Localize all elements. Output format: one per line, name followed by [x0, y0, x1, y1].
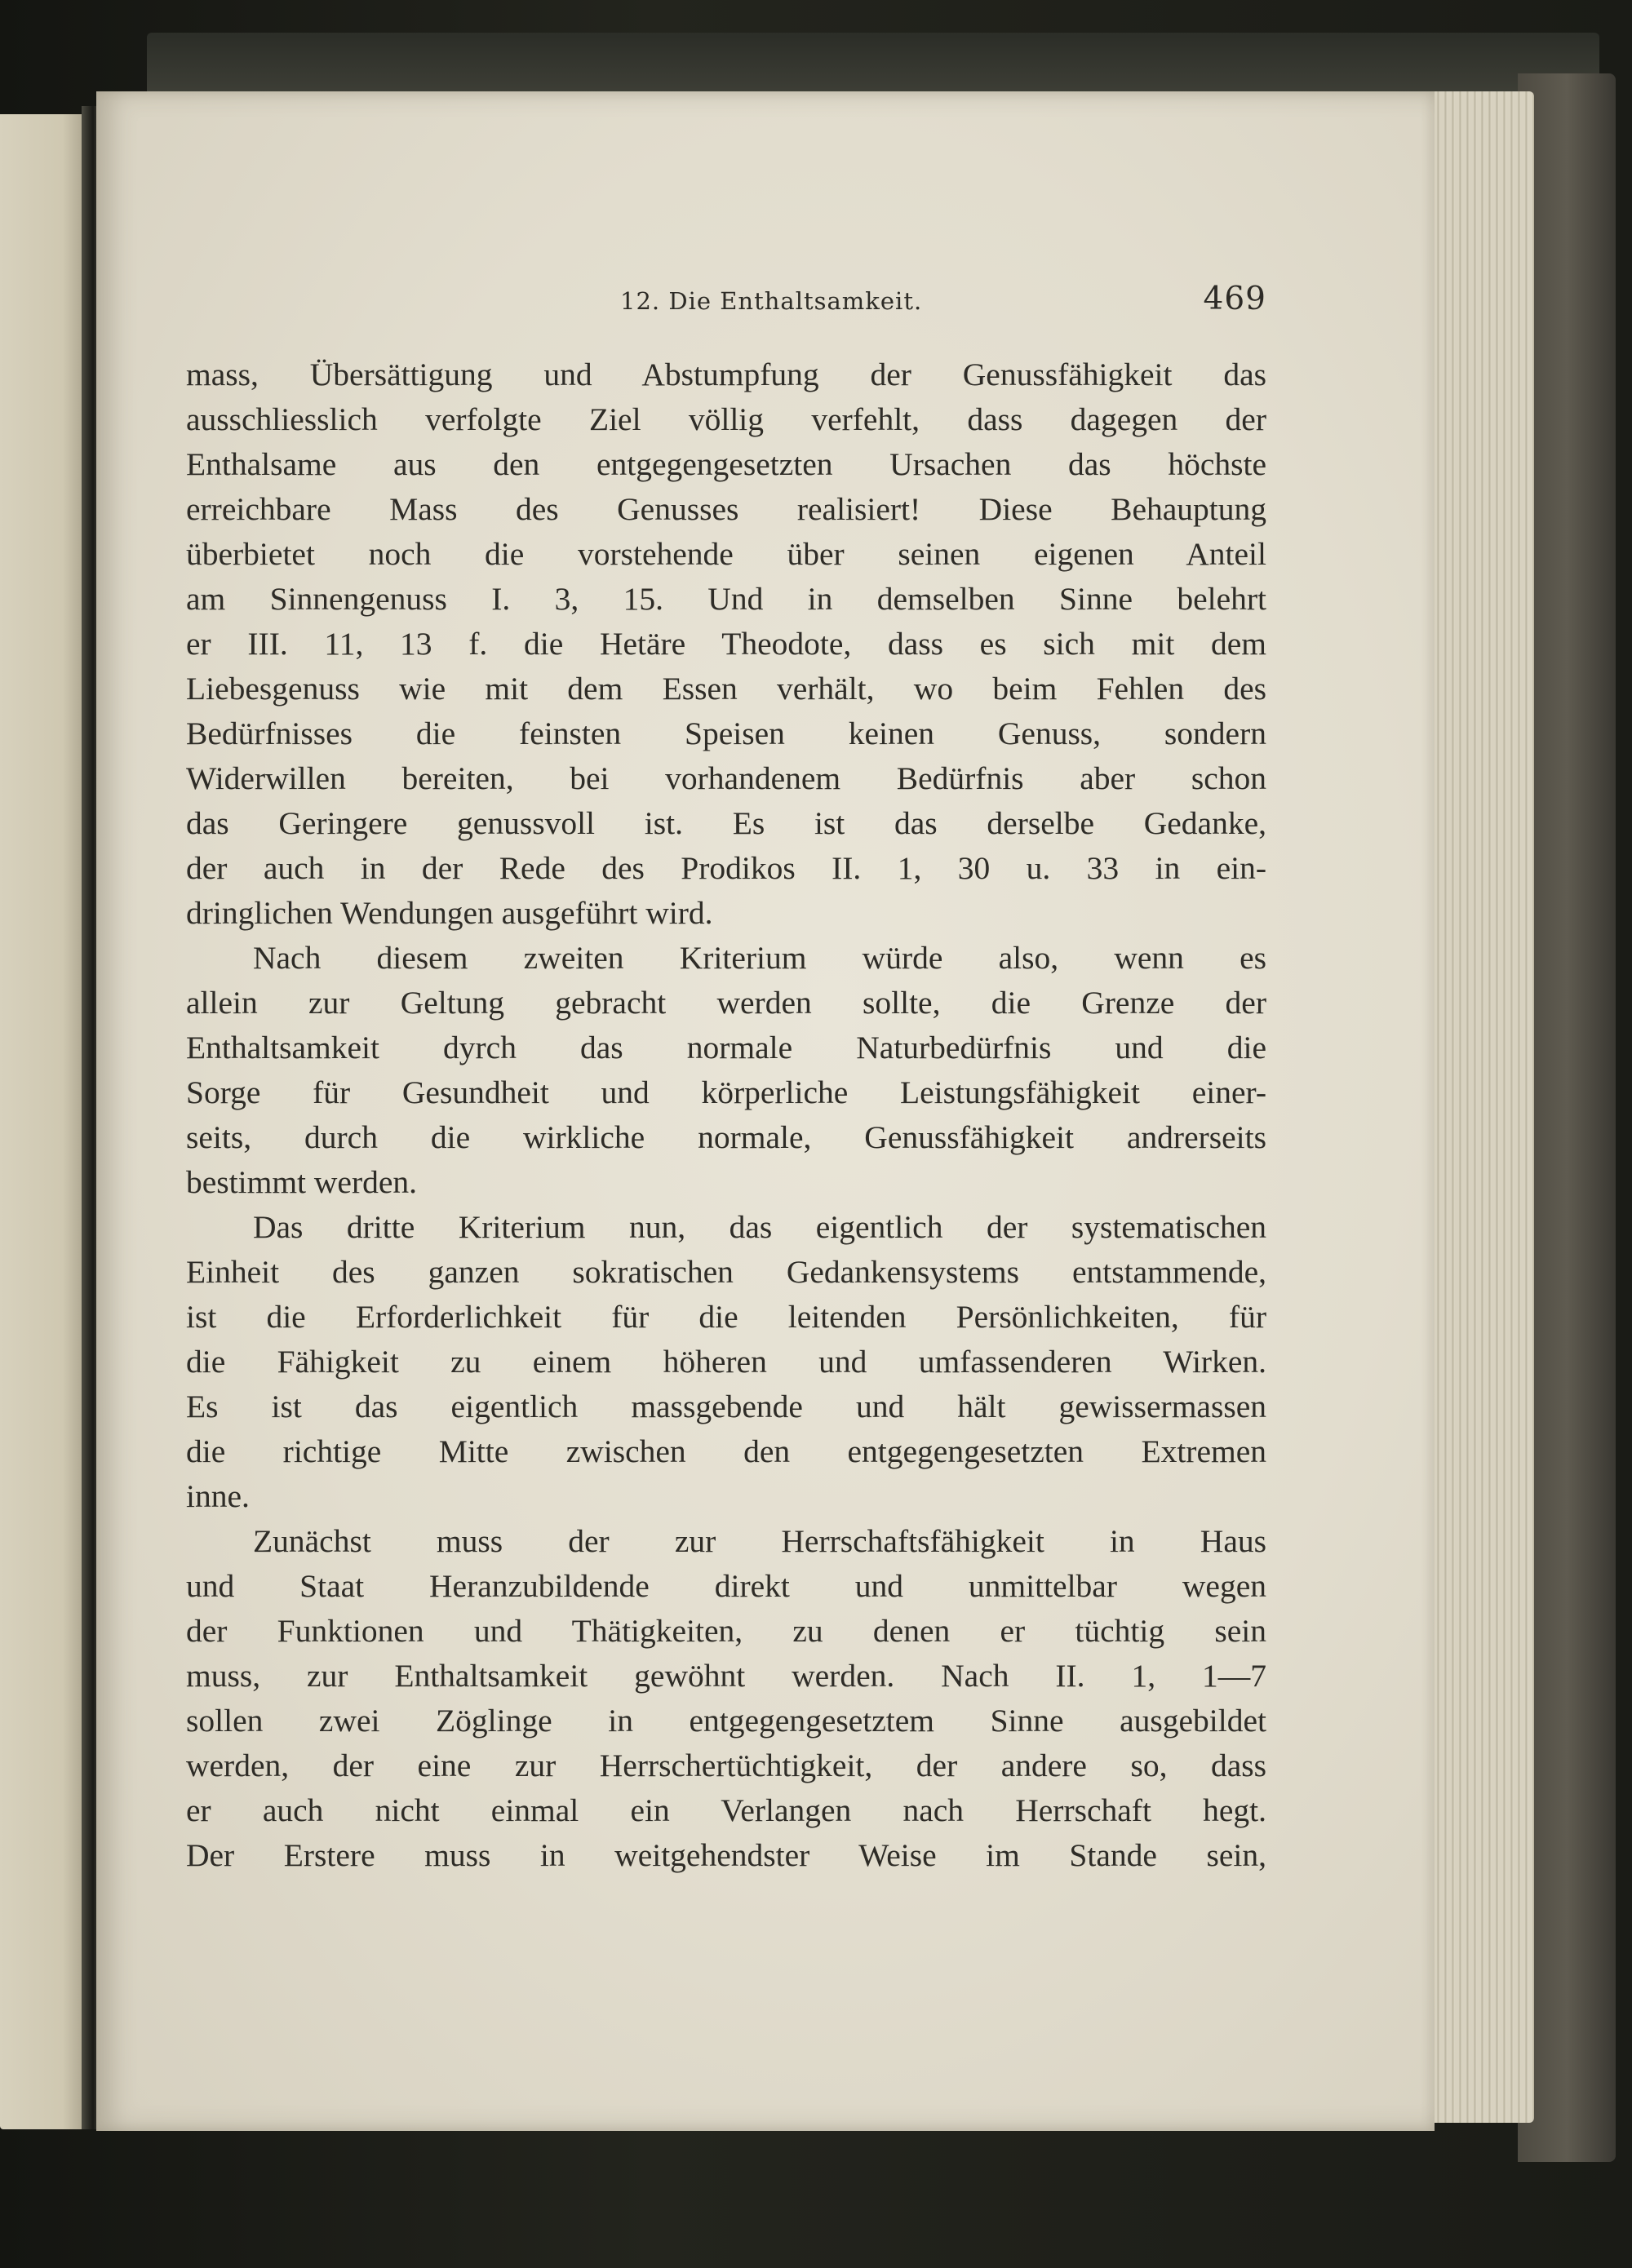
- text-line: Enthaltsamkeit dyrch das normale Naturbedürfnis und die: [186, 1030, 1266, 1065]
- page-header: [186, 281, 1266, 330]
- text-line: Es ist das eigentlich massgebende und hält gewissermassen: [186, 1389, 1266, 1424]
- text-line: sollen zwei Zöglinge in entgegengesetztem Sinne ausgebildet: [186, 1703, 1266, 1739]
- text-line: Nach diesem zweiten Kriterium würde also, wenn es: [253, 940, 1266, 976]
- text-line: Bedürfnisses die feinsten Speisen keinen Genuss, sondern: [186, 715, 1266, 751]
- page-number: 469: [1203, 281, 1266, 317]
- text-line: er auch nicht einmal ein Verlangen nach Herrschaft hegt.: [186, 1792, 1266, 1828]
- text-line: Das dritte Kriterium nun, das eigentlich der systematischen: [253, 1209, 1266, 1245]
- text-line: muss, zur Enthaltsamkeit gewöhnt werden. Nach II. 1, 1—7: [186, 1658, 1266, 1694]
- text-line: Widerwillen bereiten, bei vorhandenem Bedürfnis aber schon: [186, 760, 1266, 796]
- text-line: am Sinnengenuss I. 3, 15. Und in demselben Sinne belehrt: [186, 581, 1266, 617]
- book-page: [96, 91, 1435, 2131]
- text-line: und Staat Heranzubildende direkt und unmittelbar wegen: [186, 1568, 1266, 1604]
- body-text: [186, 352, 1266, 1878]
- text-line: allein zur Geltung gebracht werden sollte, die Grenze der: [186, 985, 1266, 1021]
- text-line: Zunächst muss der zur Herrschaftsfähigkeit in Haus: [253, 1523, 1266, 1559]
- text-line: Der Erstere muss in weitgehendster Weise im Stande sein,: [186, 1837, 1266, 1873]
- text-line: mass, Übersättigung und Abstumpfung der Genussfähigkeit das: [186, 357, 1266, 392]
- text-line: die Fähigkeit zu einem höheren und umfassenderen Wirken.: [186, 1344, 1266, 1380]
- text-line: ist die Erforderlichkeit für die leitenden Persönlichkeiten, für: [186, 1299, 1266, 1335]
- text-line: Liebesgenuss wie mit dem Essen verhält, wo beim Fehlen des: [186, 671, 1266, 707]
- text-line: Enthalsame aus den entgegengesetzten Ursachen das höchste: [186, 446, 1266, 482]
- text-line: inne.: [186, 1478, 250, 1514]
- text-line: der Funktionen und Thätigkeiten, zu denen er tüchtig sein: [186, 1613, 1266, 1649]
- running-head: 12. Die Enthaltsamkeit.: [620, 287, 923, 315]
- text-line: überbietet noch die vorstehende über seinen eigenen Anteil: [186, 536, 1266, 572]
- text-line: Einheit des ganzen sokratischen Gedankensystems entstammende,: [186, 1254, 1266, 1290]
- text-line: werden, der eine zur Herrschertüchtigkeit, der andere so, dass: [186, 1748, 1266, 1783]
- text-line: das Geringere genussvoll ist. Es ist das derselbe Gedanke,: [186, 805, 1266, 841]
- left-page-edge: [0, 114, 90, 2129]
- text-line: dringlichen Wendungen ausgeführt wird.: [186, 895, 713, 931]
- text-line: er III. 11, 13 f. die Hetäre Theodote, dass es sich mit dem: [186, 626, 1266, 662]
- text-line: ausschliesslich verfolgte Ziel völlig verfehlt, dass dagegen der: [186, 401, 1266, 437]
- text-line: der auch in der Rede des Prodikos II. 1, 30 u. 33 in ein-: [186, 850, 1266, 886]
- text-line: bestimmt werden.: [186, 1164, 418, 1200]
- text-line: Sorge für Gesundheit und körperliche Leistungsfähigkeit einer-: [186, 1074, 1266, 1110]
- text-line: die richtige Mitte zwischen den entgegengesetzten Extremen: [186, 1433, 1266, 1469]
- text-line: erreichbare Mass des Genusses realisiert! Diese Behauptung: [186, 491, 1266, 527]
- text-line: seits, durch die wirkliche normale, Genussfähigkeit andrerseits: [186, 1119, 1266, 1155]
